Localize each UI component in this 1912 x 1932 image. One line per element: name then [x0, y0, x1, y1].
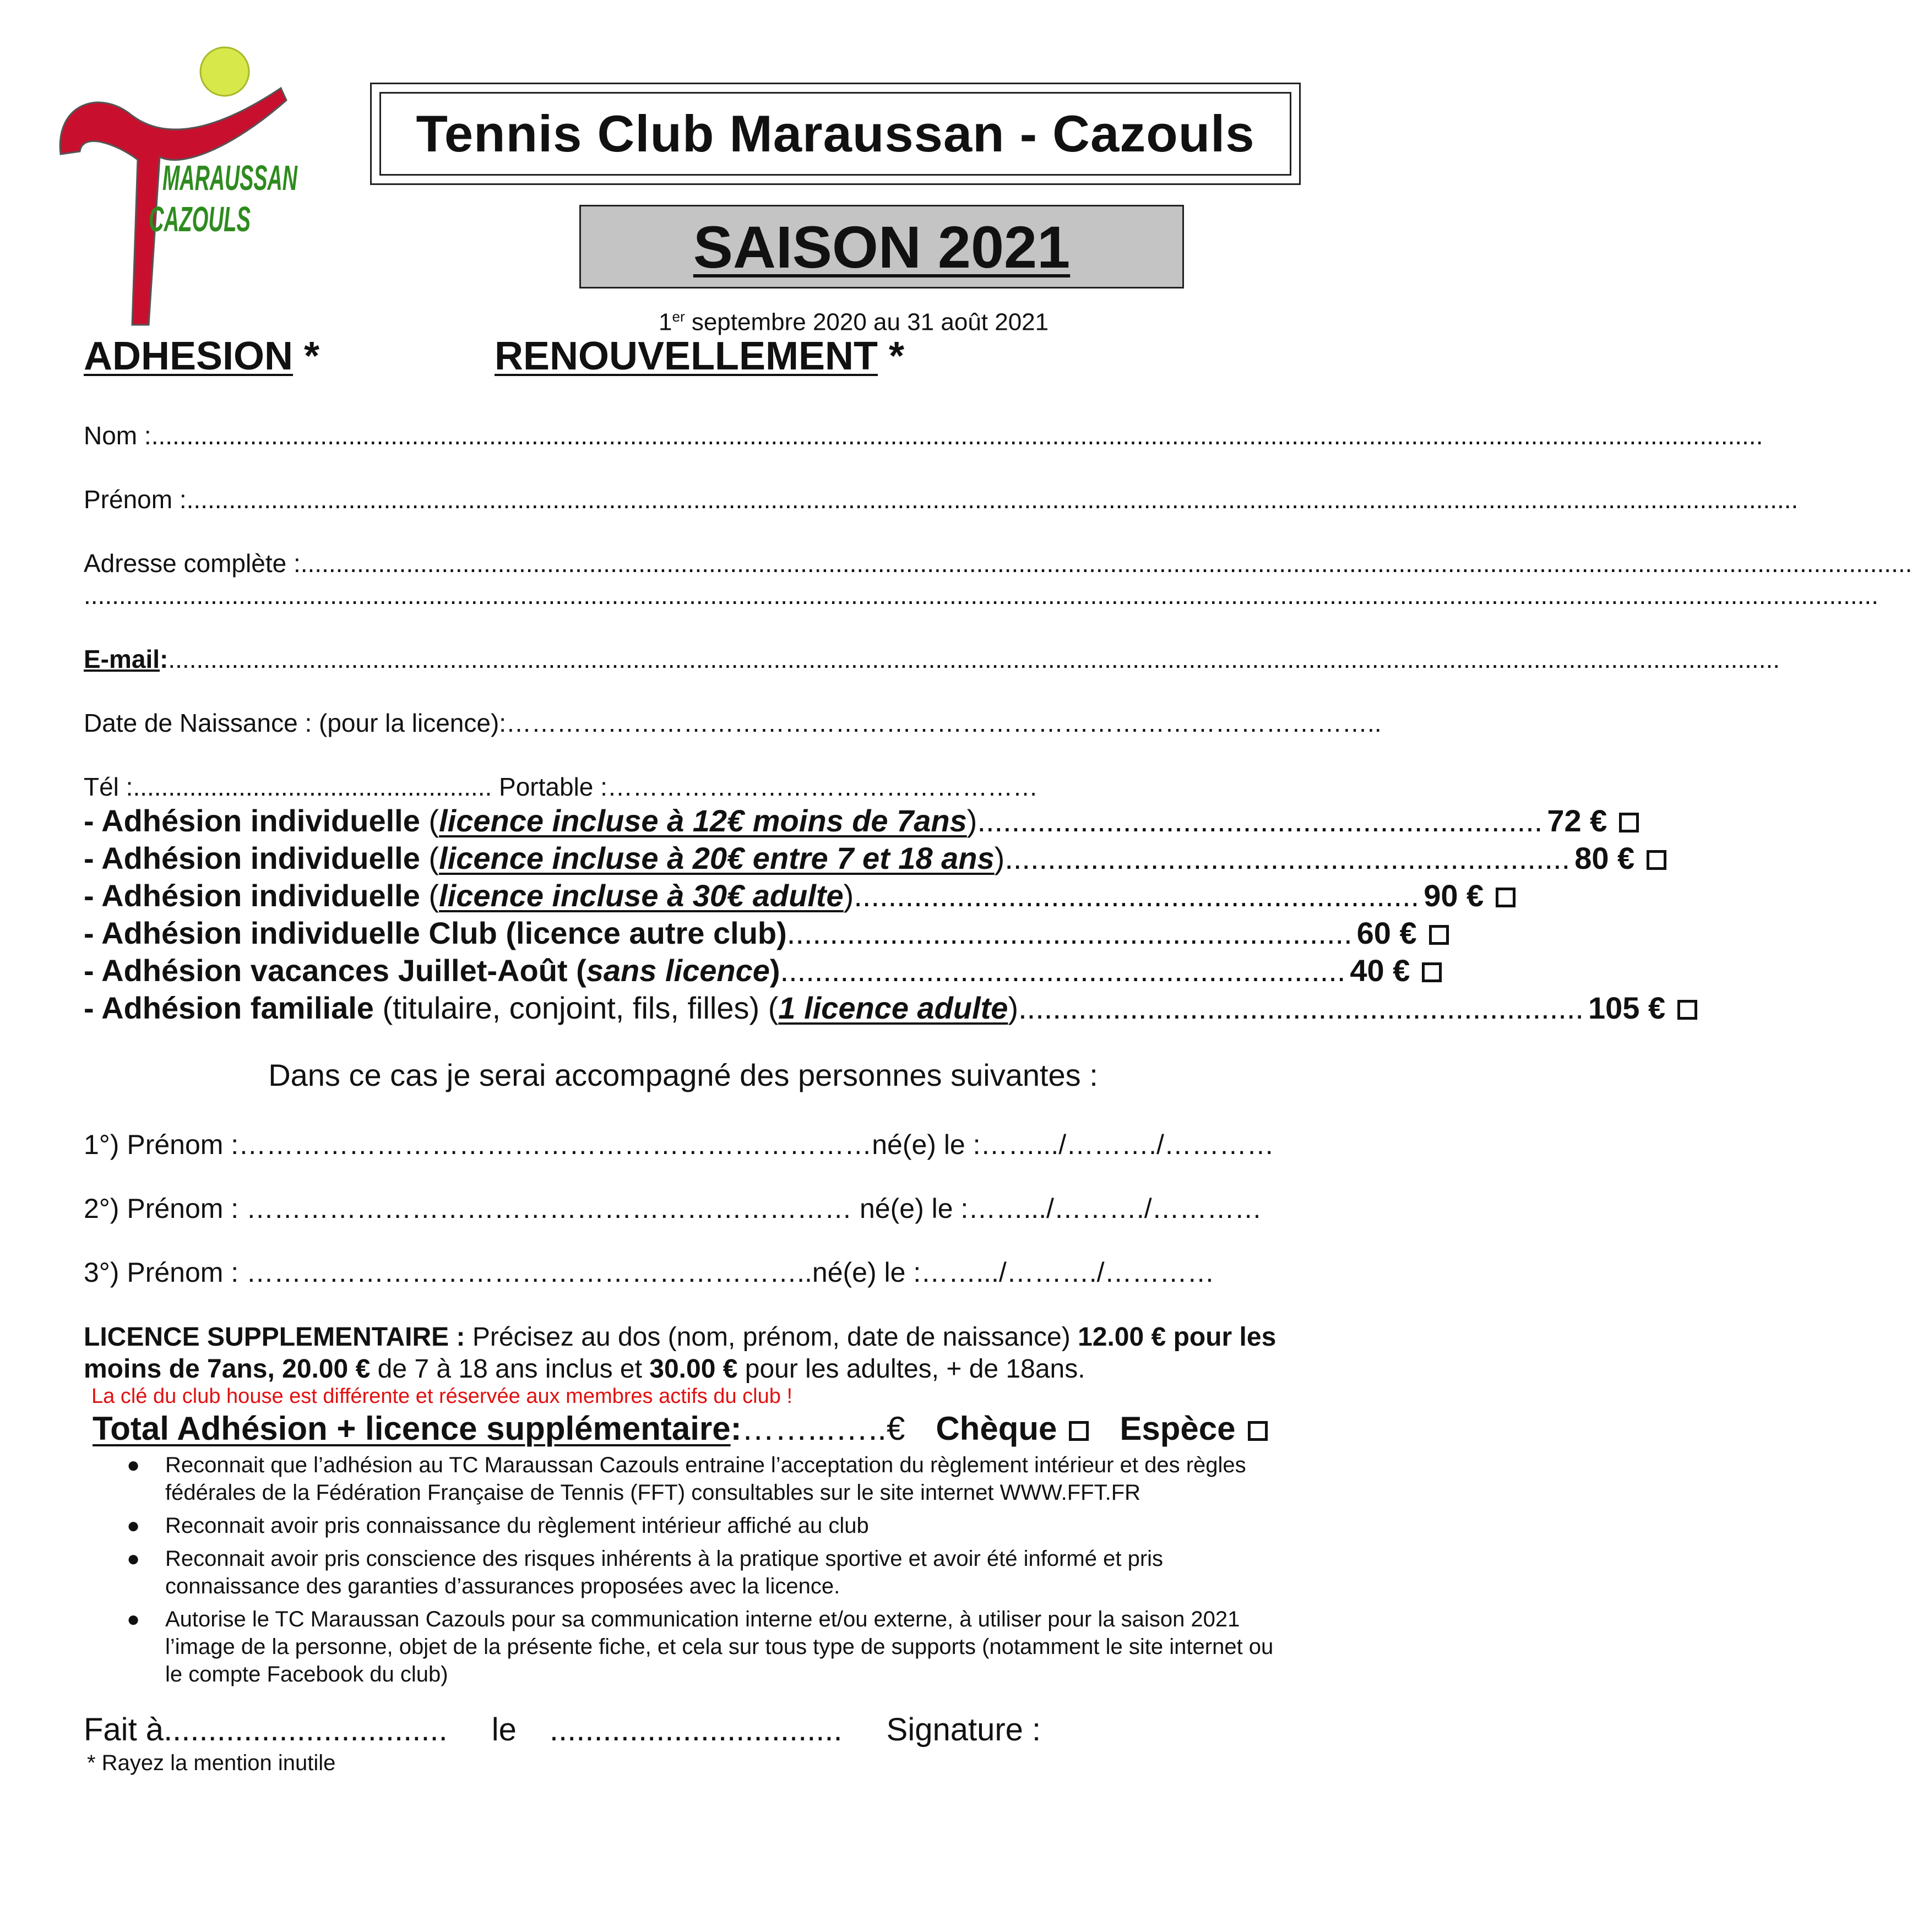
total-row: Total Adhésion + licence supplémentaire : ……...…..€ Chèque Espèce — [93, 1409, 1293, 1447]
logo-text-line2: CAZOULS — [149, 199, 251, 239]
checkbox[interactable] — [1429, 925, 1449, 945]
bullet-icon: ● — [127, 1453, 140, 1477]
logo-text-line1: MARAUSSAN — [162, 158, 298, 198]
option-row[interactable]: - Adhésion individuelle (licence incluse à 30€ adulte) .................................................................. 90 € — [84, 878, 1262, 913]
checkbox[interactable] — [1619, 813, 1639, 832]
club-title: Tennis Club Maraussan - Cazouls — [416, 105, 1255, 162]
person-2-line[interactable]: 2°) Prénom : ………………………………………………………… né(e) le :…….../………./………… — [84, 1193, 1262, 1224]
espece-option[interactable]: Espèce — [1120, 1409, 1267, 1447]
footnote: * Rayez la mention inutile — [87, 1751, 336, 1775]
email-field[interactable]: E-mail : ..................................................................................................................................................................................................................................... — [84, 645, 1780, 673]
checkbox[interactable] — [1677, 1000, 1697, 1020]
prenom-field[interactable]: Prénom : ..................................................................................................................................................................................................................................... — [84, 485, 1799, 514]
naissance-field[interactable]: Date de Naissance : (pour la licence): ………………………………………………………………………………………….. — [84, 709, 1382, 737]
licence-supplementaire-text: LICENCE SUPPLEMENTAIRE : Précisez au dos (nom, prénom, date de naissance) 12.00 € pour les moins de 7ans, 20.00 € de 7 à 18 ans inclus et 30.00 € pour les adultes, + de 18ans. — [84, 1323, 1277, 1384]
club-logo — [50, 39, 303, 336]
signature-row[interactable]: Fait à................................ le ................................. Signature : — [84, 1712, 1041, 1748]
signature-label: Signature : — [886, 1712, 1041, 1748]
cheque-option[interactable]: Chèque — [936, 1409, 1089, 1447]
club-house-warning: La clé du club house est différente et réservée aux membres actifs du club ! — [91, 1385, 792, 1408]
checkbox[interactable] — [1647, 850, 1666, 870]
bullet-icon: ● — [127, 1547, 140, 1571]
portable-label: Portable : — [499, 772, 607, 801]
clause-item: ● Autorise le TC Maraussan Cazouls pour sa communication interne et/ou externe, à utiliser pour la saison 2021 l’image de la personne, objet de la présente fiche, et cela sur tous type de supports (notamment le site internet ou le compte Facebook du club) — [121, 1606, 1294, 1688]
saison-title: SAISON 2021 — [693, 213, 1071, 280]
season-period: 1er septembre 2020 au 31 août 2021 — [659, 308, 1049, 336]
tel-field[interactable]: Tél :................................................... Portable :…………………………………………… — [84, 772, 1038, 801]
option-row[interactable]: - Adhésion individuelle Club (licence autre club) .................................................................. 60 € — [84, 915, 1262, 951]
adresse-field[interactable]: Adresse complète : ..................................................................................................................................................................................................................................... — [84, 549, 1912, 578]
renouvellement-heading[interactable]: RENOUVELLEMENT * — [495, 334, 905, 378]
option-row[interactable]: - Adhésion individuelle (licence incluse à 12€ moins de 7ans) .................................................................. 72 € — [84, 803, 1262, 839]
total-label: Total Adhésion + licence supplémentaire — [93, 1410, 731, 1447]
clause-item: ● Reconnait que l’adhésion au TC Maraussan Cazouls entraine l’acceptation du règlement intérieur et des règles fédérales de la Fédération Française de Tennis (FFT) consultables sur le site internet WWW.FFT.FR — [121, 1451, 1294, 1506]
clauses-list — [121, 1451, 1294, 1694]
adresse-field-line2[interactable]: ............................................................................................................................................................................................................................................................... — [84, 581, 1878, 609]
bullet-icon: ● — [127, 1607, 140, 1631]
person-1-line[interactable]: 1°) Prénom :……………………………………………………………né(e) le :…….../………./………… — [84, 1129, 1274, 1160]
clause-item: ● Reconnait avoir pris connaissance du règlement intérieur affiché au club — [121, 1512, 1294, 1539]
person-3-line[interactable]: 3°) Prénom : ……………………………………………………..né(e) le :…….../………./………… — [84, 1257, 1215, 1288]
adhesion-heading[interactable]: ADHESION * — [84, 334, 320, 378]
nom-field[interactable]: Nom : ..................................................................................................................................................................................................................................... — [84, 421, 1763, 450]
cheque-checkbox[interactable] — [1069, 1421, 1089, 1441]
option-row[interactable]: - Adhésion vacances Juillet-Août (sans licence) .................................................................. 40 € — [84, 953, 1262, 988]
checkbox[interactable] — [1496, 888, 1516, 907]
accompany-text: Dans ce cas je serai accompagné des personnes suivantes : — [268, 1058, 1098, 1092]
tennis-ball-icon — [200, 47, 249, 96]
total-amount[interactable]: ……...…..€ — [741, 1410, 905, 1447]
checkbox[interactable] — [1422, 962, 1442, 982]
saison-box — [579, 205, 1184, 289]
option-row[interactable]: - Adhésion individuelle (licence incluse à 20€ entre 7 et 18 ans) .................................................................. 80 € — [84, 840, 1262, 876]
club-title-box — [370, 83, 1301, 185]
bullet-icon: ● — [127, 1514, 140, 1538]
espece-checkbox[interactable] — [1248, 1421, 1268, 1441]
clause-item: ● Reconnait avoir pris conscience des risques inhérents à la pratique sportive et avoir été informé et pris connaissance des garanties d’assurances proposées avec la licence. — [121, 1545, 1294, 1600]
option-row[interactable]: - Adhésion familiale (titulaire, conjoint, fils, filles) (1 licence adulte) .................................................................. 105 € — [84, 990, 1262, 1026]
